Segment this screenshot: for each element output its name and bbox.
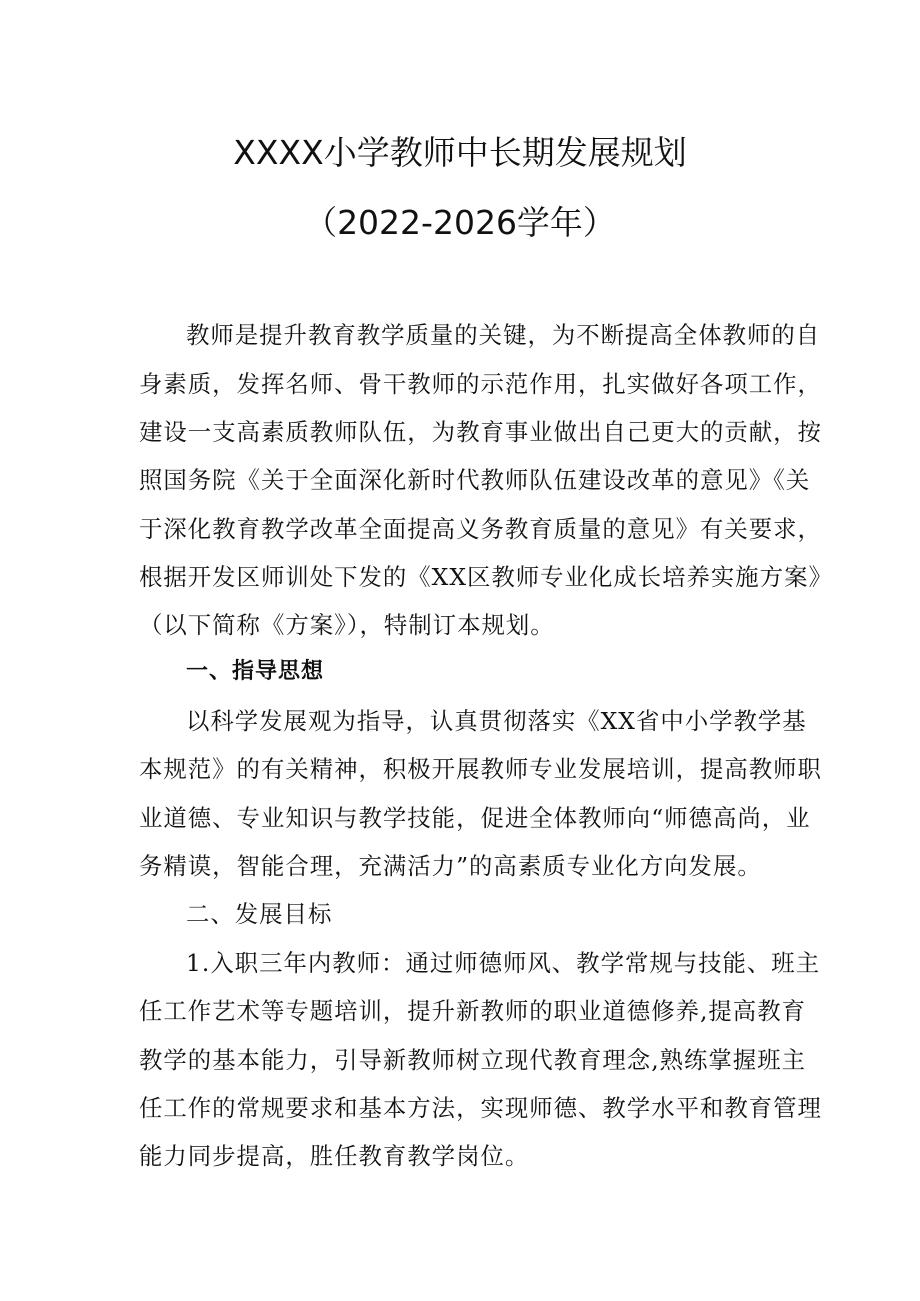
section-heading-goals: 二、发展目标 — [186, 900, 333, 928]
section-heading-guiding: 一、指导思想 — [186, 659, 325, 684]
intro-line: 根据开发区师训处下发的《XX区教师专业化成长培养实施方案》 — [139, 563, 833, 591]
section2-line: 任工作艺术等专题培训，提升新教师的职业道德修养,提高教育 — [139, 997, 806, 1025]
intro-line: 建设一支高素质教师队伍，为教育事业做出自己更大的贡献，按 — [139, 418, 822, 446]
section2-line: 能力同步提高，胜任教育教学岗位。 — [139, 1142, 530, 1170]
intro-line: 身素质，发挥名师、骨干教师的示范作用，扎实做好各项工作， — [139, 370, 822, 398]
intro-line: 教师是提升教育教学质量的关键，为不断提高全体教师的自 — [186, 321, 821, 349]
section1-line: 以科学发展观为指导，认真贯彻落实《XX省中小学教学基 — [186, 707, 807, 735]
section2-line: 1.入职三年内教师：通过师德师风、教学常规与技能、班主 — [186, 949, 821, 977]
section2-line: 任工作的常规要求和基本方法，实现师德、教学水平和教育管理 — [139, 1094, 822, 1122]
intro-line: 于深化教育教学改革全面提高义务教育质量的意见》有关要求， — [139, 515, 822, 543]
document-title: XXXX小学教师中长期发展规划 — [233, 133, 687, 172]
section1-line: 业道德、专业知识与教学技能，促进全体教师向“师德高尚，业 — [139, 804, 811, 832]
section1-line: 本规范》的有关精神，积极开展教师专业发展培训，提高教师职 — [139, 755, 822, 783]
section1-line: 务精谟，智能合理，充满活力”的高素质专业化方向发展。 — [139, 852, 762, 880]
section2-line: 教学的基本能力，引导新教师树立现代教育理念,熟练掌握班主 — [139, 1046, 806, 1074]
intro-line: （以下简称《方案》），特制订本规划。 — [139, 611, 555, 639]
intro-line: 照国务院《关于全面深化新时代教师队伍建设改革的意见》《关 — [139, 466, 811, 494]
document-subtitle: （2022-2026学年） — [304, 203, 616, 242]
